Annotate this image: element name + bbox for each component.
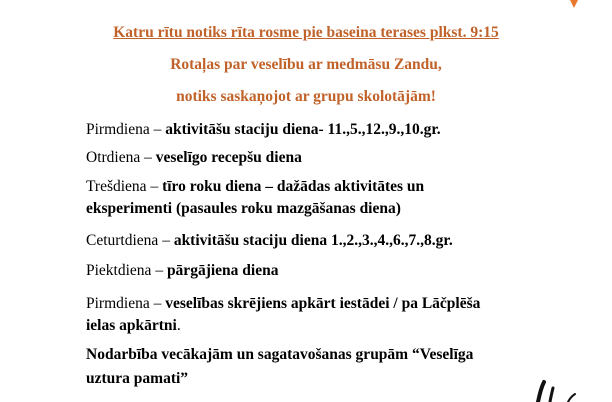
schedule-separator: – [140,149,156,166]
schedule-activity: aktivitāšu staciju diena 1.,2.,3.,4.,6.,7.,8.gr. [173,232,453,249]
schedule-day: Piektdiena [86,262,152,279]
morning-exercise-announcement: Katru rītu notiks rīta rosme pie baseina terases plkst. 9:15 [113,24,499,41]
schedule-separator: – [151,262,167,279]
schedule-activity: pārgājiena diena [166,262,279,279]
schedule-day: Otrdiena [86,149,141,166]
schedule-activity: tīro roku diena – dažādas aktivitātes un [162,178,425,195]
schedule-activity: ielas apkārtni [86,317,177,334]
schedule-activity: veselīgo recepšu diena [155,149,302,166]
schedule-item-wednesday [86,177,424,196]
schedule-day: Trešdiena [86,178,147,195]
closing-note-line2: uztura pamati” [86,370,189,387]
schedule-separator: – [158,232,174,249]
schedule-activity-continuation [86,316,181,335]
schedule-item-tuesday [86,148,302,167]
nurse-games-announcement-line2: notiks saskaņojot ar grupu skolotājām! [176,88,436,105]
closing-note-line1: Nodarbība vecākajām un sagatavošanas grupām “Veselīga [86,346,474,363]
schedule-activity-continuation: eksperimenti (pasaules roku mazgāšanas diena) [86,200,401,217]
schedule-trailing-period: . [176,317,181,334]
schedule-activity: veselības skrējiens apkārt iestādei / pa Lāčplēša [165,295,481,312]
schedule-separator: – [149,121,166,138]
schedule-activity: aktivitāšu staciju diena- 11.,5.,12.,9.,10.gr. [165,121,441,138]
orange-triangle-decoration [566,0,582,12]
schedule-item-thursday [86,231,453,250]
schedule-day: Ceturtdiena [86,232,159,249]
nurse-games-announcement-line1: Rotaļas par veselību ar medmāsu Zandu, [170,56,442,73]
schedule-item-monday-run [86,294,480,313]
schedule-day: Pirmdiena [86,295,150,312]
schedule-separator: – [146,178,163,195]
brush-stroke-decoration [520,378,580,402]
schedule-item-monday [86,120,441,139]
schedule-day: Pirmdiena [86,121,150,138]
schedule-separator: – [149,295,166,312]
schedule-item-friday [86,261,278,280]
